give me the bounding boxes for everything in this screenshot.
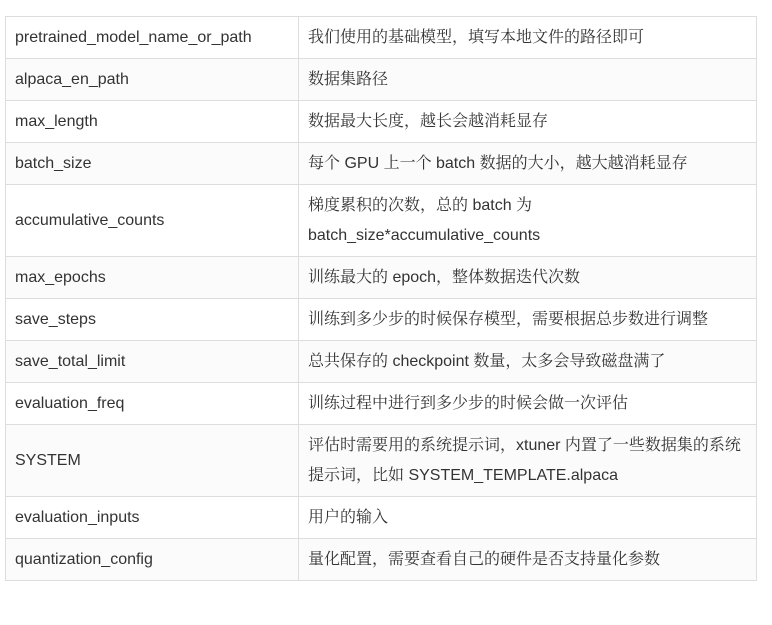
param-description-cell: 每个 GPU 上一个 batch 数据的大小，越大越消耗显存	[299, 143, 757, 185]
param-name-cell: save_total_limit	[6, 341, 299, 383]
param-description-cell: 训练到多少步的时候保存模型，需要根据总步数进行调整	[299, 299, 757, 341]
param-description-cell: 我们使用的基础模型，填写本地文件的路径即可	[299, 17, 757, 59]
config-parameter-table	[5, 16, 757, 581]
table-row	[6, 257, 757, 299]
param-description-cell: 训练过程中进行到多少步的时候会做一次评估	[299, 383, 757, 425]
param-name-cell: pretrained_model_name_or_path	[6, 17, 299, 59]
table-row	[6, 341, 757, 383]
param-name-cell: max_length	[6, 101, 299, 143]
param-name-cell: accumulative_counts	[6, 185, 299, 257]
table-row	[6, 143, 757, 185]
table-row	[6, 383, 757, 425]
param-description-cell: 总共保存的 checkpoint 数量，太多会导致磁盘满了	[299, 341, 757, 383]
param-name-cell: quantization_config	[6, 539, 299, 581]
param-description-cell: 评估时需要用的系统提示词，xtuner 内置了一些数据集的系统提示词，比如 SYSTEM_TEMPLATE.alpaca	[299, 425, 757, 497]
param-description-cell: 数据最大长度，越长会越消耗显存	[299, 101, 757, 143]
param-name-cell: save_steps	[6, 299, 299, 341]
table-row	[6, 425, 757, 497]
table-row	[6, 59, 757, 101]
param-description-cell: 用户的输入	[299, 497, 757, 539]
param-description-cell: 训练最大的 epoch，整体数据迭代次数	[299, 257, 757, 299]
param-name-cell: evaluation_inputs	[6, 497, 299, 539]
param-description-cell: 数据集路径	[299, 59, 757, 101]
param-name-cell: batch_size	[6, 143, 299, 185]
table-body	[6, 17, 757, 581]
param-description-cell: 量化配置，需要查看自己的硬件是否支持量化参数	[299, 539, 757, 581]
table-row	[6, 185, 757, 257]
table-row	[6, 497, 757, 539]
param-name-cell: SYSTEM	[6, 425, 299, 497]
param-name-cell: max_epochs	[6, 257, 299, 299]
table-row	[6, 539, 757, 581]
table-row	[6, 101, 757, 143]
table-row	[6, 299, 757, 341]
param-name-cell: evaluation_freq	[6, 383, 299, 425]
param-description-cell: 梯度累积的次数，总的 batch 为 batch_size*accumulative_counts	[299, 185, 757, 257]
table-row	[6, 17, 757, 59]
param-name-cell: alpaca_en_path	[6, 59, 299, 101]
